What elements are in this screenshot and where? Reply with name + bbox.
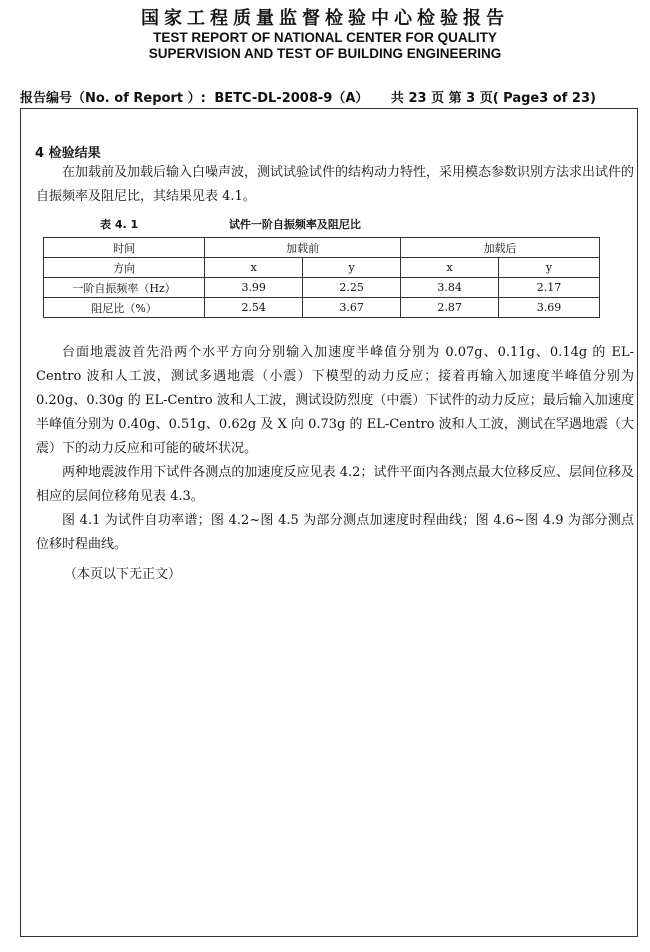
table-title: 试件一阶自振频率及阻尼比 (228, 218, 361, 231)
report-number: BETC-DL-2008-9（A） (214, 91, 369, 106)
table-cell-value: 2.25 (303, 278, 401, 298)
table-cell-value: 3.99 (205, 278, 303, 298)
table-cell-value: 3.69 (499, 298, 600, 318)
report-header (0, 8, 650, 62)
report-number-label: 报告编号（No. of Report ）: (20, 91, 206, 106)
table-cell-row-label: 一阶自振频率（Hz） (44, 278, 205, 298)
table-cell-value: 2.54 (205, 298, 303, 318)
result-table (43, 237, 600, 318)
end-of-text-note: （本页以下无正文） (64, 567, 182, 582)
table-cell-time-header: 时间 (44, 238, 205, 258)
table-cell-direction: x (205, 258, 303, 278)
page-counter: 共 23 页 第 3 页( Page3 of 23) (390, 91, 596, 106)
table-cell-direction: y (499, 258, 600, 278)
header-title-en-line1: TEST REPORT OF NATIONAL CENTER FOR QUALITY (153, 30, 497, 45)
table-row (44, 258, 600, 278)
table-number: 表 4. 1 (100, 218, 139, 231)
table-cell-direction-header: 方向 (44, 258, 205, 278)
table-row (44, 298, 600, 318)
table-cell-value: 2.87 (401, 298, 499, 318)
table-cell-value: 3.84 (401, 278, 499, 298)
table-row (44, 238, 600, 258)
table-cell-value: 2.17 (499, 278, 600, 298)
header-title-en-line2: SUPERVISION AND TEST OF BUILDING ENGINEERING (148, 46, 502, 61)
section-heading: 4 检验结果 (35, 146, 101, 161)
table-caption (100, 216, 540, 232)
test-procedure-paragraph: 台面地震波首先沿两个水平方向分别输入加速度半峰值分别为 0.07g、0.11g、0.14g 的 EL-Centro 波和人工波，测试多遇地震（小震）下模型的动力反应；接着再输入加速度半峰值分别为 0.20g、0.30g 的 EL-Centro 波和人工波，测试设防烈度（中震）下试件的动力反应；最后输入加速度半峰值分别为 0.40g、0.51g、0.62g 及 X 向 0.73g 的 EL-Centro 波和人工波，测试在罕遇地震（大震）下的动力反应和可能的破坏状况。 (36, 345, 634, 456)
table-cell-after-header: 加载后 (401, 238, 600, 258)
header-title-cn: 国家工程质量监督检验中心检验报告 (141, 8, 509, 29)
response-table-paragraph: 两种地震波作用下试件各测点的加速度反应见表 4.2；试件平面内各测点最大位移反应、层间位移及相应的层间位移角见表 4.3。 (36, 465, 634, 504)
table-cell-before-header: 加载前 (205, 238, 401, 258)
table-cell-row-label: 阻尼比（%） (44, 298, 205, 318)
intro-paragraph: 在加载前及加载后输入白噪声波，测试试验试件的结构动力特性，采用模态参数识别方法求出试件的自振频率及阻尼比，其结果见表 4.1。 (36, 165, 635, 204)
figure-list-paragraph: 图 4.1 为试件自功率谱；图 4.2~图 4.5 为部分测点加速度时程曲线；图 4.6~图 4.9 为部分测点位移时程曲线。 (36, 513, 634, 552)
table-cell-direction: y (303, 258, 401, 278)
report-number-line (20, 87, 630, 106)
table-cell-value: 3.67 (303, 298, 401, 318)
table-cell-direction: x (401, 258, 499, 278)
table-row (44, 278, 600, 298)
